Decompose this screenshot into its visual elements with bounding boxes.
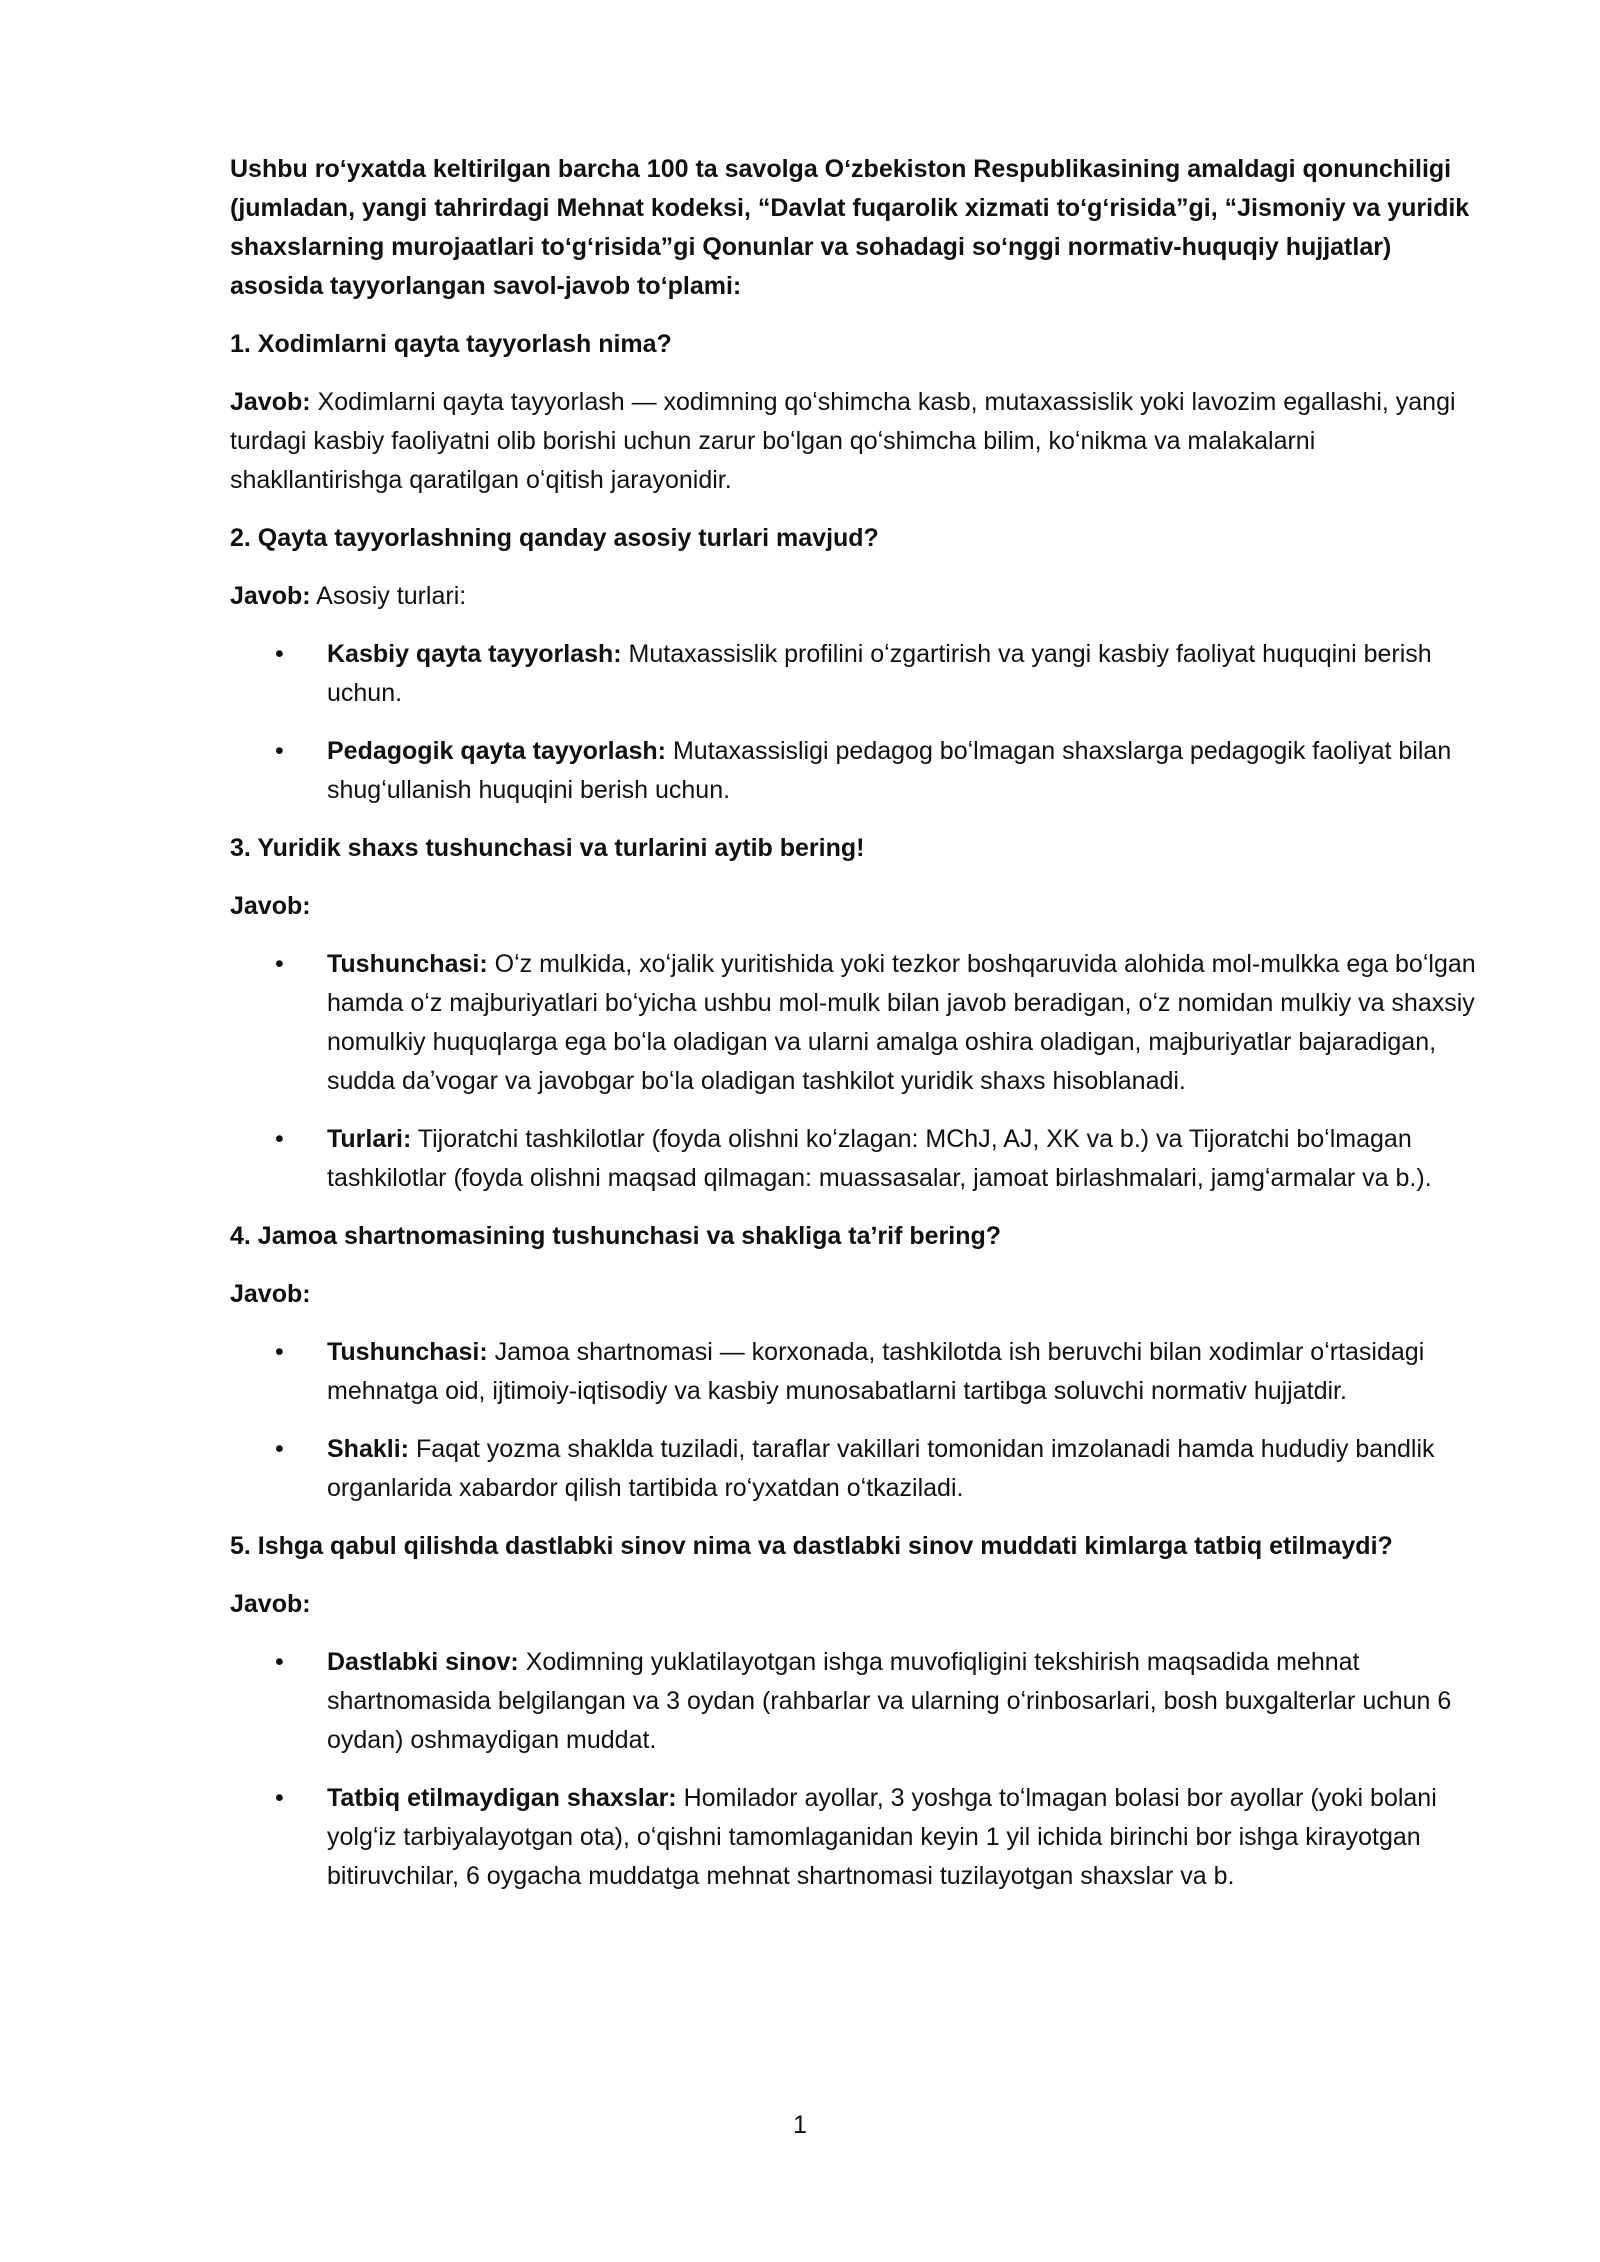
answer-2-list <box>230 635 1485 810</box>
item-label: Kasbiy qayta tayyorlash: <box>327 640 622 668</box>
document-page <box>230 150 1485 1915</box>
list-item <box>275 1779 1485 1896</box>
question-4: 4. Jamoa shartnomasining tushunchasi va shakliga taʼrif bering? <box>230 1222 1002 1250</box>
answer-label: Javob: <box>230 388 311 416</box>
answer-text: Asosiy turlari: <box>316 582 467 610</box>
question-5: 5. Ishga qabul qilishda dastlabki sinov nima va dastlabki sinov muddati kimlarga tatbiq etilmaydi? <box>230 1532 1393 1560</box>
list-item <box>275 1120 1485 1198</box>
answer-label: Javob: <box>230 1590 311 1618</box>
item-label: Turlari: <box>327 1125 412 1153</box>
item-text: Tijoratchi tashkilotlar (foyda olishni koʻzlagan: MChJ, AJ, XK va b.) va Tijoratchi boʻlmagan tashkilotlar (foyda olishni maqsad qilmagan: muassasalar, jamoat birlashmalari, jamgʻarmalar va b.). <box>327 1125 1432 1192</box>
bullet-icon: • <box>275 1648 284 1676</box>
list-item <box>275 945 1485 1101</box>
item-label: Tushunchasi: <box>327 1338 488 1366</box>
answer-text: Xodimlarni qayta tayyorlash — xodimning qoʻshimcha kasb, mutaxassislik yoki lavozim egallashi, yangi turdagi kasbiy faoliyatni olib borishi uchun zarur boʻlgan qoʻshimcha bilim, koʻnikma va malakalarni shakllantirishga qaratilgan oʻqitish jarayonidir. <box>230 388 1456 494</box>
item-label: Dastlabki sinov: <box>327 1648 519 1676</box>
answer-label: Javob: <box>230 582 311 610</box>
answer-3 <box>230 887 1485 926</box>
list-item <box>275 1430 1485 1508</box>
answer-5 <box>230 1585 1485 1624</box>
list-item <box>275 1333 1485 1411</box>
question-1: 1. Xodimlarni qayta tayyorlash nima? <box>230 330 672 358</box>
item-text: Mutaxassisligi pedagog boʻlmagan shaxslarga pedagogik faoliyat bilan shugʻullanish huquqini berish uchun. <box>327 737 1452 804</box>
answer-4-list <box>230 1333 1485 1508</box>
list-item <box>275 732 1485 810</box>
answer-3-list <box>230 945 1485 1198</box>
answer-label: Javob: <box>230 892 311 920</box>
bullet-icon: • <box>275 1338 284 1366</box>
bullet-icon: • <box>275 640 284 668</box>
list-item <box>275 1643 1485 1760</box>
question-2: 2. Qayta tayyorlashning qanday asosiy turlari mavjud? <box>230 524 879 552</box>
answer-4 <box>230 1275 1485 1314</box>
item-text: Mutaxassislik profilini oʻzgartirish va yangi kasbiy faoliyat huquqini berish uchun. <box>327 640 1432 707</box>
item-label: Tatbiq etilmaydigan shaxslar: <box>327 1784 677 1812</box>
bullet-icon: • <box>275 1784 284 1812</box>
intro-paragraph: Ushbu roʻyxatda keltirilgan barcha 100 ta savolga Oʻzbekiston Respublikasining amaldagi qonunchiligi (jumladan, yangi tahrirdagi Mehnat kodeksi, “Davlat fuqarolik xizmati toʻgʻrisida”gi, “Jismoniy va yuridik shaxslarning murojaatlari toʻgʻrisida”gi Qonunlar va sohadagi soʻnggi normativ-huquqiy hujjatlar) asosida tayyorlangan savol-javob toʻplami: <box>230 155 1470 300</box>
list-item <box>275 635 1485 713</box>
answer-5-list <box>230 1643 1485 1896</box>
bullet-icon: • <box>275 1125 284 1153</box>
item-label: Shakli: <box>327 1435 409 1463</box>
item-label: Pedagogik qayta tayyorlash: <box>327 737 667 765</box>
bullet-icon: • <box>275 1435 284 1463</box>
item-text: Faqat yozma shaklda tuziladi, taraflar vakillari tomonidan imzolanadi hamda hududiy bandlik organlarida xabardor qilish tartibida roʻyxatdan oʻtkaziladi. <box>327 1435 1435 1502</box>
bullet-icon: • <box>275 950 284 978</box>
item-text: Homilador ayollar, 3 yoshga toʻlmagan bolasi bor ayollar (yoki bolani yolgʻiz tarbiyalayotgan ota), oʻqishni tamomlaganidan keyin 1 yil ichida birinchi bor ishga kirayotgan bitiruvchilar, 6 oygacha muddatga mehnat shartnomasi tuzilayotgan shaxslar va b. <box>327 1784 1437 1890</box>
item-text: Oʻz mulkida, xoʻjalik yuritishida yoki tezkor boshqaruvida alohida mol-mulkka ega boʻlgan hamda oʻz majburiyatlari boʻyicha ushbu mol-mulk bilan javob beradigan, oʻz nomidan mulkiy va shaxsiy nomulkiy huquqlarga ega boʻla oladigan va ularni amalga oshira oladigan, majburiyatlar bajaradigan, sudda daʼvogar va javobgar boʻla oladigan tashkilot yuridik shaxs hisoblanadi. <box>327 950 1476 1095</box>
answer-2 <box>230 577 1485 616</box>
bullet-icon: • <box>275 737 284 765</box>
answer-label: Javob: <box>230 1280 311 1308</box>
item-text: Jamoa shartnomasi — korxonada, tashkilotda ish beruvchi bilan xodimlar oʻrtasidagi mehnatga oid, ijtimoiy-iqtisodiy va kasbiy munosabatlarni tartibga soluvchi normativ hujjatdir. <box>327 1338 1425 1405</box>
item-label: Tushunchasi: <box>327 950 488 978</box>
question-3: 3. Yuridik shaxs tushunchasi va turlarini aytib bering! <box>230 834 865 862</box>
page-number: 1 <box>793 2111 807 2139</box>
item-text: Xodimning yuklatilayotgan ishga muvofiqligini tekshirish maqsadida mehnat shartnomasida belgilangan va 3 oydan (rahbarlar va ularning oʻrinbosarlari, bosh buxgalterlar uchun 6 oydan) oshmaydigan muddat. <box>327 1648 1452 1754</box>
answer-1 <box>230 383 1485 500</box>
